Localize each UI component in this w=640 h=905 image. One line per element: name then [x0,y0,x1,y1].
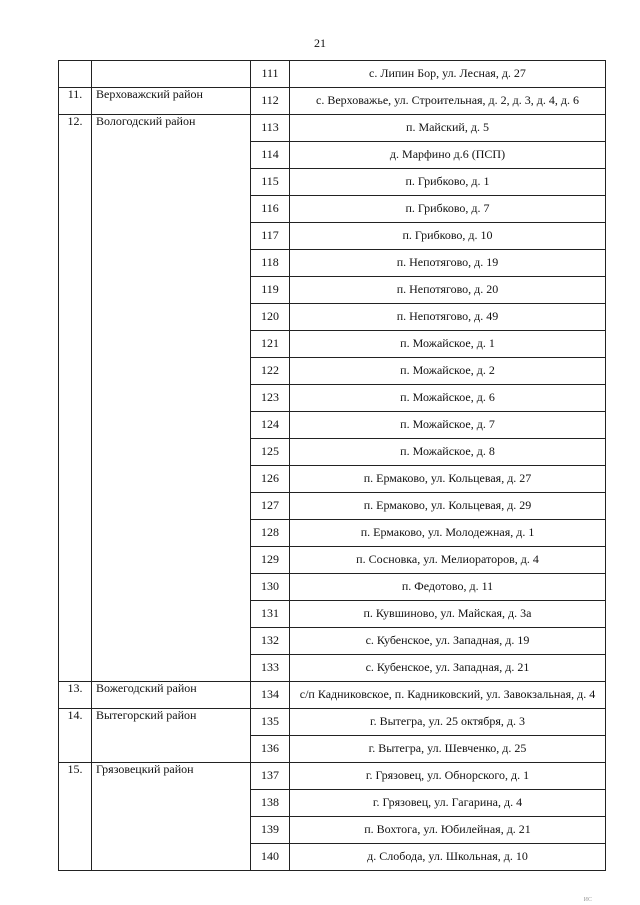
address-cell: п. Можайское, д. 1 [290,331,606,358]
district-name-cell [92,61,251,88]
address-cell: п. Ермаково, ул. Кольцевая, д. 27 [290,466,606,493]
page-number: 21 [314,36,326,50]
row-number-cell: 134 [251,682,290,709]
address-registry-table [58,60,606,871]
address-cell: п. Можайское, д. 2 [290,358,606,385]
row-number-cell: 124 [251,412,290,439]
district-name-cell: Верховажский район [92,88,251,115]
address-cell: п. Сосновка, ул. Мелиораторов, д. 4 [290,547,606,574]
district-index-cell: 12. [59,115,92,682]
address-cell: п. Майский, д. 5 [290,115,606,142]
row-number-cell: 126 [251,466,290,493]
row-number-cell: 118 [251,250,290,277]
address-cell: с/п Кадниковское, п. Кадниковский, ул. Завокзальная, д. 4 [290,682,606,709]
district-index-cell: 15. [59,763,92,871]
address-cell: п. Непотягово, д. 49 [290,304,606,331]
row-number-cell: 128 [251,520,290,547]
district-index-cell: 11. [59,88,92,115]
district-index-cell [59,61,92,88]
row-number-cell: 113 [251,115,290,142]
registry-body [59,61,606,871]
table-row [59,763,606,790]
district-name-cell: Вожегодский район [92,682,251,709]
address-cell: г. Грязовец, ул. Гагарина, д. 4 [290,790,606,817]
address-cell: п. Непотягово, д. 19 [290,250,606,277]
address-cell: п. Федотово, д. 11 [290,574,606,601]
row-number-cell: 122 [251,358,290,385]
row-number-cell: 140 [251,844,290,871]
row-number-cell: 130 [251,574,290,601]
row-number-cell: 129 [251,547,290,574]
row-number-cell: 111 [251,61,290,88]
row-number-cell: 133 [251,655,290,682]
row-number-cell: 119 [251,277,290,304]
address-cell: п. Ермаково, ул. Кольцевая, д. 29 [290,493,606,520]
address-cell: п. Непотягово, д. 20 [290,277,606,304]
row-number-cell: 139 [251,817,290,844]
address-cell: п. Можайское, д. 7 [290,412,606,439]
row-number-cell: 137 [251,763,290,790]
row-number-cell: 138 [251,790,290,817]
address-cell: с. Кубенское, ул. Западная, д. 19 [290,628,606,655]
address-cell: д. Слобода, ул. Школьная, д. 10 [290,844,606,871]
row-number-cell: 121 [251,331,290,358]
footer-mark: ИС [583,897,592,903]
row-number-cell: 117 [251,223,290,250]
address-cell: п. Грибково, д. 10 [290,223,606,250]
address-cell: п. Можайское, д. 6 [290,385,606,412]
district-name-cell: Вологодский район [92,115,251,682]
address-cell: п. Ермаково, ул. Молодежная, д. 1 [290,520,606,547]
address-cell: п. Можайское, д. 8 [290,439,606,466]
district-name-cell: Грязовецкий район [92,763,251,871]
row-number-cell: 112 [251,88,290,115]
table-row [59,682,606,709]
row-number-cell: 127 [251,493,290,520]
district-name-cell: Вытегорский район [92,709,251,763]
table-row [59,88,606,115]
row-number-cell: 115 [251,169,290,196]
table-row [59,61,606,88]
row-number-cell: 123 [251,385,290,412]
address-cell: д. Марфино д.6 (ПСП) [290,142,606,169]
row-number-cell: 114 [251,142,290,169]
row-number-cell: 116 [251,196,290,223]
row-number-cell: 136 [251,736,290,763]
address-cell: г. Вытегра, ул. Шевченко, д. 25 [290,736,606,763]
row-number-cell: 125 [251,439,290,466]
address-cell: п. Вохтога, ул. Юбилейная, д. 21 [290,817,606,844]
address-cell: с. Кубенское, ул. Западная, д. 21 [290,655,606,682]
address-cell: п. Грибково, д. 1 [290,169,606,196]
address-cell: с. Липин Бор, ул. Лесная, д. 27 [290,61,606,88]
address-cell: п. Кувшиново, ул. Майская, д. 3а [290,601,606,628]
district-index-cell: 13. [59,682,92,709]
row-number-cell: 120 [251,304,290,331]
row-number-cell: 132 [251,628,290,655]
row-number-cell: 135 [251,709,290,736]
table-row [59,709,606,736]
row-number-cell: 131 [251,601,290,628]
address-cell: п. Грибково, д. 7 [290,196,606,223]
district-index-cell: 14. [59,709,92,763]
address-cell: г. Вытегра, ул. 25 октября, д. 3 [290,709,606,736]
table-row [59,115,606,142]
address-cell: с. Верховажье, ул. Строительная, д. 2, д. 3, д. 4, д. 6 [290,88,606,115]
address-cell: г. Грязовец, ул. Обнорского, д. 1 [290,763,606,790]
